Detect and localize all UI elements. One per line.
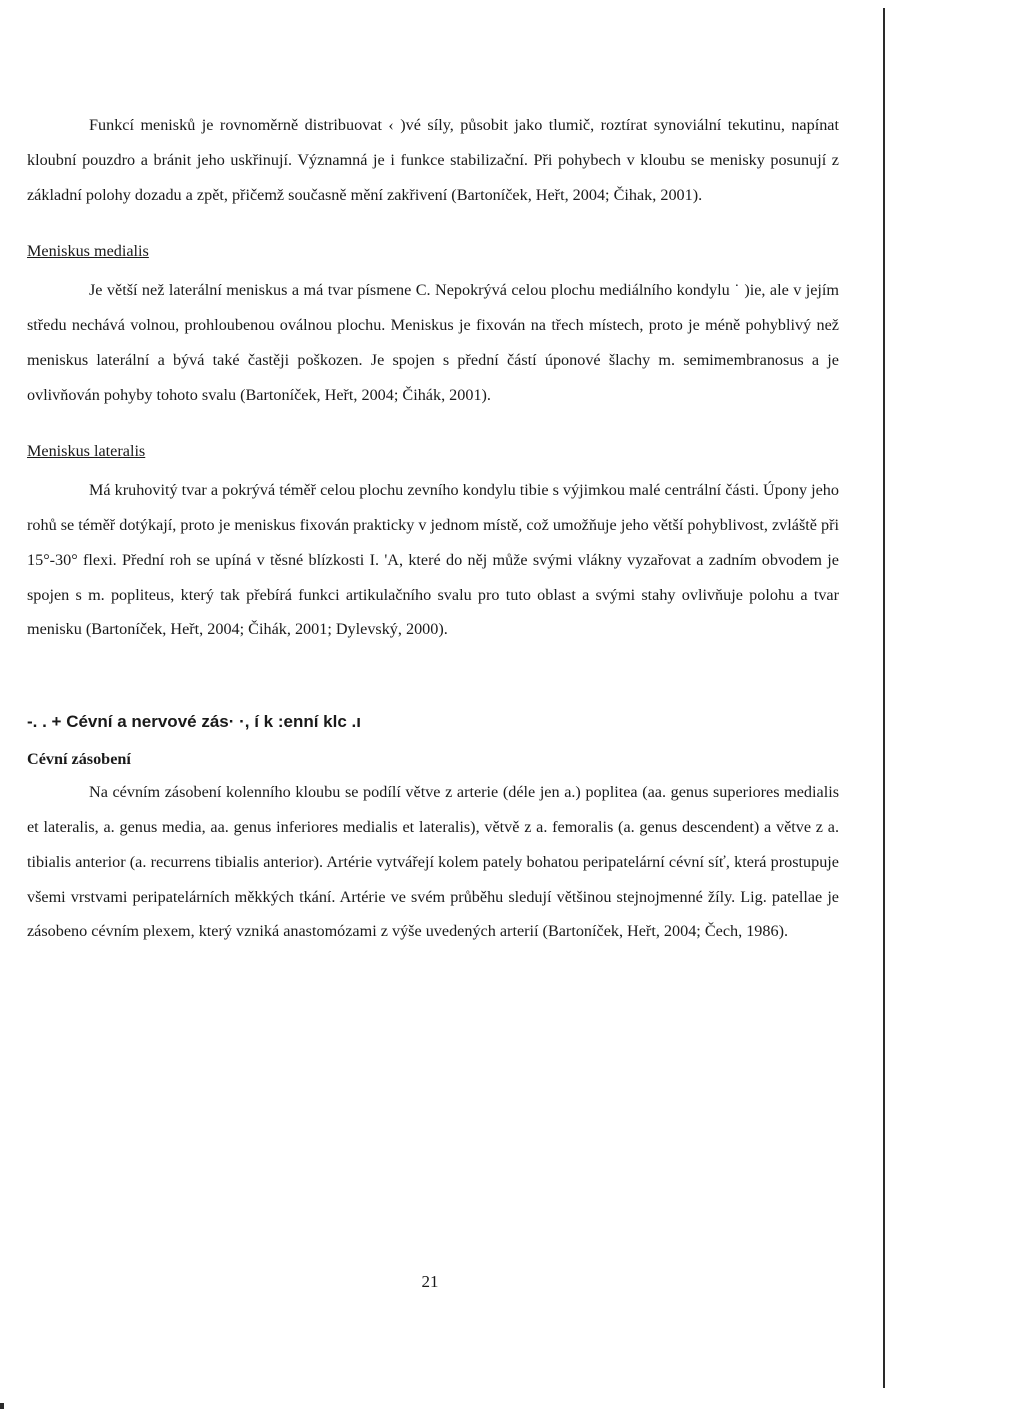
scan-edge-line [883, 8, 885, 1388]
paragraph-meniskus-medialis: Je větší než laterální meniskus a má tvar písmene C. Nepokrývá celou plochu mediálního kondylu ˙ )ie, ale v jejím středu nechává volnou, prohloubenou oválnou plochu. Meniskus je fixován na třech místech, proto je méně pohyblivý než meniskus laterální a bývá také častěji poškozen. Je spojen s přední částí úponové šlachy m. semimembranosus a je ovlivňován pohyby tohoto svalu (Bartoníček, Heřt, 2004; Čihák, 2001). [27, 281, 839, 404]
paragraph-meniscus-function: Funkcí menisků je rovnoměrně distribuovat ‹ )vé síly, působit jako tlumič, roztírat synoviální tekutinu, napínat kloubní pouzdro a bránit jeho uskřinují. Významná je i funkce stabilizační. Při pohybech v kloubu se menisky posunují z základní polohy dozadu a zpět, přičemž současně mění zakřivení (Bartoníček, Heřt, 2004; Čihak, 2001). [27, 116, 839, 204]
scan-corner-mark [0, 1403, 4, 1409]
heading-meniskus-lateralis: Meniskus lateralis [27, 442, 146, 461]
paragraph-meniskus-lateralis: Má kruhovitý tvar a pokrývá téměř celou plochu zevního kondylu tibie s výjimkou malé centrální části. Úpony jeho rohů se téměř dotýkají, proto je meniskus fixován prakticky v jednom místě, což umožňuje jeho větší pohyblivost, zvláště při 15°-30° flexi. Přední roh se upíná v těsné blízkosti I. 'A, které do něj může svými vlákny vyzařovat a zadním obvodem je spojen s m. popliteus, který tak přebírá funkci artikulačního svalu pro tuto oblast a svými stahy ovlivňuje polohu a tvar menisku (Bartoníček, Heřt, 2004; Čihák, 2001; Dylevský, 2000). [27, 481, 839, 639]
section-heading-vascular-nerve-supply: -. . + Cévní a nervové zás· ·, í k :enní klc .ı [27, 712, 361, 732]
paragraph-cevni-zasobeni: Na cévním zásobení kolenního kloubu se podílí větve z arterie (déle jen a.) poplitea (aa. genus superiores medialis et lateralis, a. genus media, aa. genus inferiores medialis et lateralis), větvě z a. femoralis (a. genus descendent) a větve z a. tibialis anterior (a. recurrens tibialis anterior). Artérie vytvářejí kolem pately bohatou peripatelární cévní síť, která prostupuje všemi vrstvami peripatelárních měkkých tkání. Artérie ve svém průběhu sledují většinou stejnojmenné žíly. Lig. patellae je zásobeno cévním plexem, který vzniká anastomózami z výše uvedených arterií (Bartoníček, Heřt, 2004; Čech, 1986). [27, 783, 839, 941]
heading-meniskus-medialis: Meniskus medialis [27, 242, 149, 261]
page-content [27, 108, 839, 949]
heading-cevni-zasobeni: Cévní zásobení [27, 750, 131, 769]
page-number: 21 [421, 1272, 439, 1291]
